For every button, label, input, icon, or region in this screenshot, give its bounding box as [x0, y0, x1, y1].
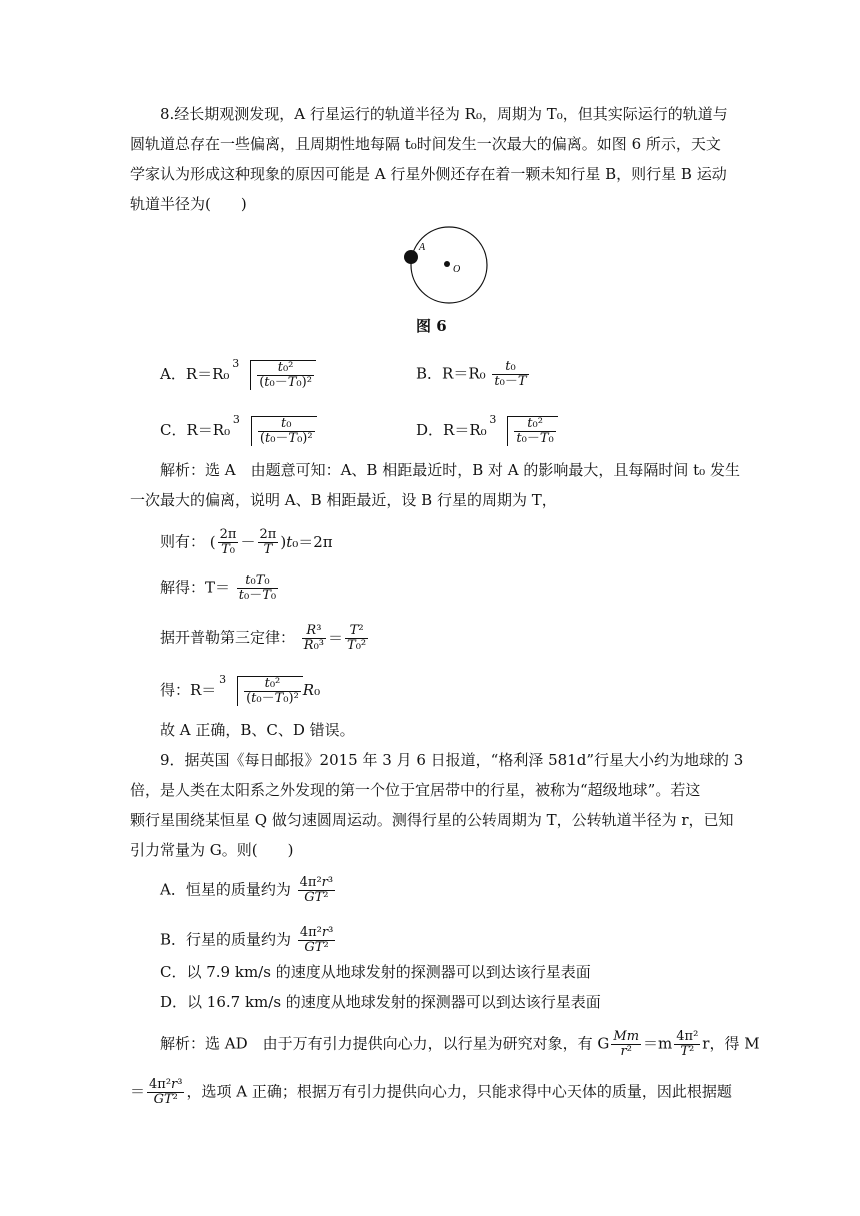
planet-a-dot — [404, 250, 418, 264]
label-a: A — [419, 242, 426, 253]
q8-solution-line-7: 故 A 正确，B、C、D 错误。 — [160, 721, 355, 739]
q8-solution-5-prefix: 据开普勒第三定律： — [160, 628, 296, 647]
q8-option-c — [160, 413, 317, 446]
label-o: O — [453, 264, 461, 275]
q9-option-d: D．以 16.7 km/s 的速度从地球发射的探测器可以到达该行星表面 — [160, 993, 601, 1011]
orbit-figure — [395, 220, 505, 310]
q8-solution-line-3 — [160, 528, 333, 557]
figure-caption: 图 6 — [416, 317, 447, 335]
q8-solution-6-prefix: 得：R＝ — [160, 681, 217, 699]
q9-option-a-label: A．恒星的质量约为 — [160, 880, 291, 899]
q9-solution-2-suffix: ，选项 A 正确；根据万有引力提供向心力，只能求得中心天体的质量，因此根据题 — [186, 1082, 732, 1101]
q8-option-b-label: B．R＝R₀ — [416, 364, 486, 383]
q8-option-d-formula: 3 $\frac{\text{t₀²}}{\text{t₀－T₀}}$ — [491, 416, 557, 446]
q8-option-c-label: C．R＝R₀ — [160, 421, 231, 439]
q8-solution-line-6: 得：R＝ 3 $\frac{\text{t₀²}}{\text{(t₀－T₀)²}}$ R₀ — [160, 673, 321, 706]
q9-option-b-formula: $\frac{\text{4π²r³}}{\text{GT²}}$ — [299, 925, 334, 955]
center-o-dot — [444, 261, 450, 267]
q9-solution-1-suffix: r，得 M — [702, 1034, 760, 1053]
q8-solution-line-5 — [160, 624, 370, 653]
q9-option-b-label: B．行星的质量约为 — [160, 930, 292, 949]
q9-solution-line-2 — [130, 1078, 732, 1107]
q8-option-b-formula: $\frac{\text{t₀}}{\text{t₀－T}}$ — [494, 359, 527, 389]
q8-solution-line-4 — [160, 574, 280, 603]
q9-line-3: 颗行星围绕某恒星 Q 做匀速圆周运动。测得行星的公转周期为 T，公转轨道半径为 r，已知 — [130, 811, 734, 829]
q8-solution-3-prefix: 则有： — [160, 532, 206, 551]
q8-option-a-label: A．R＝R₀ — [160, 365, 230, 383]
q9-solution-1-frac-a: $\frac{Mm}{\text{r²}}$ — [613, 1029, 640, 1059]
q8-solution-4-formula: $\frac{\text{t₀T₀}}{\text{t₀－T₀}}$ — [238, 573, 277, 603]
q9-solution-2-formula: $\frac{\text{4π²r³}}{\text{GT²}}$ — [149, 1077, 183, 1107]
q9-option-a — [160, 876, 337, 905]
q8-line-1: 8.经长期观测发现，A 行星运行的轨道半径为 R₀，周期为 T₀，但其实际运行的轨道与 — [160, 105, 728, 123]
q8-line-2: 圆轨道总存在一些偏离，且周期性地每隔 t₀时间发生一次最大的偏离。如图 6 所示，天文 — [130, 135, 721, 153]
q8-solution-line-2: 一次最大的偏离，说明 A、B 相距最近，设 B 行星的周期为 T， — [130, 491, 557, 509]
q8-solution-4-prefix: 解得：T＝ — [160, 578, 231, 597]
q9-solution-line-1 — [160, 1030, 760, 1059]
q8-line-3: 学家认为形成这种现象的原因可能是 A 行星外侧还存在着一颗未知行星 B，则行星 B 运动 — [130, 165, 727, 183]
q9-line-2: 倍，是人类在太阳系之外发现的第一个位于宜居带中的行星，被称为“超级地球”。若这 — [130, 781, 701, 799]
q8-option-a-formula: 3 $\frac{\text{t₀²}}{\text{(t₀－T₀)²}}$ — [234, 360, 316, 390]
q8-option-d — [416, 413, 558, 446]
q9-solution-1-frac-b: $\frac{\text{4π²}}{\text{T²}}$ — [676, 1029, 699, 1059]
q9-option-b — [160, 926, 337, 955]
q8-solution-3-formula: ( $\frac{2\pi}{\text{T₀}}$ － $\frac{2\pi}{T}$ )t₀＝2π — [209, 527, 333, 557]
q9-line-4: 引力常量为 G。则( ) — [130, 841, 294, 859]
q8-option-b — [416, 360, 531, 389]
q8-option-d-label: D．R＝R₀ — [416, 421, 487, 439]
q8-option-a — [160, 357, 316, 390]
q8-solution-5-formula: $\frac{\text{R³}}{\text{R₀³}}$ ＝ $\frac{\text{T²}}{\text{T₀²}}$ — [303, 623, 367, 653]
q8-solution-line-1: 解析：选 A 由题意可知：A、B 相距最近时，B 对 A 的影响最大，且每隔时间 t₀ 发生 — [160, 461, 740, 479]
q9-solution-1-mid: ＝m — [643, 1034, 673, 1053]
q9-option-c: C．以 7.9 km/s 的速度从地球发射的探测器可以到达该行星表面 — [160, 963, 591, 981]
q8-option-c-formula: 3 $\frac{\text{t₀}}{\text{(t₀－T₀)²}}$ — [235, 416, 317, 446]
q9-line-1: 9．据英国《每日邮报》2015 年 3 月 6 日报道，“格利泽 581d”行星大小约为地球的 3 — [160, 751, 744, 769]
q8-solution-6-formula: 3 $\frac{\text{t₀²}}{\text{(t₀－T₀)²}}$ — [221, 676, 303, 706]
q9-solution-1-prefix: 解析：选 AD 由于万有引力提供向心力，以行星为研究对象，有 G — [160, 1034, 610, 1053]
q8-line-4: 轨道半径为( ) — [130, 195, 247, 213]
q9-solution-2-prefix: ＝ — [130, 1082, 146, 1101]
q9-option-a-formula: $\frac{\text{4π²r³}}{\text{GT²}}$ — [299, 875, 334, 905]
